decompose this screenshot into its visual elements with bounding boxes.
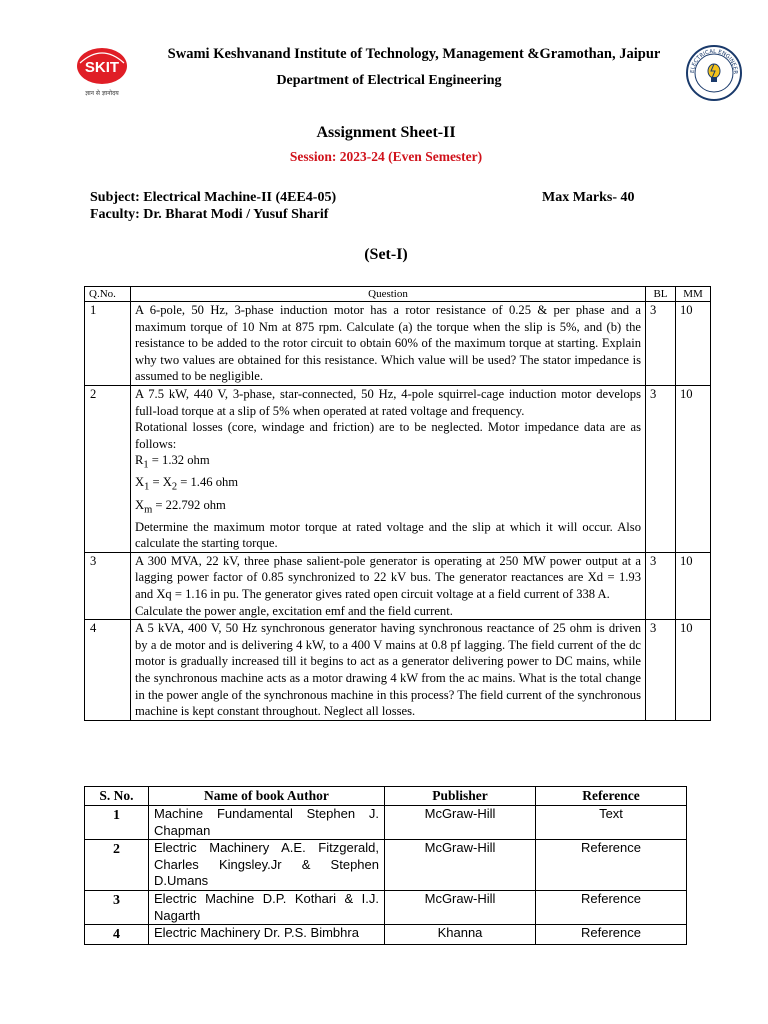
question-bl: 3 <box>646 385 676 552</box>
book-name: Machine Fundamental Stephen J. Chapman <box>149 806 385 840</box>
question-line: A 300 MVA, 22 kV, three phase salient-pole generator is operating at 250 MW power output at a lagging power factor of 0.85 synchronized to 22 kV bus. The generator reactances are Xd = 1.93 and Xq = 1.16 in pu. The generator gives rated open circuit voltage at a field current of 338 A. <box>135 553 641 602</box>
header-reference: Reference <box>536 787 687 806</box>
institute-name: Swami Keshvanand Institute of Technology, Management &Gramothan, Jaipur <box>167 46 661 62</box>
skit-logo-tagline: ज्ञान से ज्ञानोदय <box>85 90 119 97</box>
question-line: $R_1 = 1.32$ ohm <box>135 453 210 471</box>
book-name: Electric Machinery Dr. P.S. Bimbhra <box>149 925 385 945</box>
header-question: Question <box>131 287 646 302</box>
book-publisher: McGraw-Hill <box>385 806 536 840</box>
question-row <box>85 302 711 386</box>
question-line: Determine the maximum motor torque at rated voltage and the slip at which it will occur. Also calculate the starting torque. <box>135 519 641 551</box>
book-row <box>85 840 687 891</box>
question-text <box>131 552 646 619</box>
question-bl: 3 <box>646 552 676 619</box>
book-reference: Reference <box>536 890 687 924</box>
book-table-header <box>85 787 687 806</box>
question-mm: 10 <box>676 302 711 386</box>
question-row <box>85 620 711 721</box>
book-publisher: Khanna <box>385 925 536 945</box>
book-sno: 4 <box>85 925 149 945</box>
question-number: 2 <box>85 385 131 552</box>
question-line: $X_m = 22.792$ ohm <box>135 497 226 516</box>
header-publisher: Publisher <box>385 787 536 806</box>
question-text: A 6-pole, 50 Hz, 3-phase induction motor has a rotor resistance of 0.25 & per phase and a maximum torque of 10 Nm at 875 rpm. Calculate (a) the torque when the slip is 5%, and (b) the resistance to be added to the rotor circuit to obtain 60% of the maximum torque at starting. Explain why two values are obtained for this resistance. Which value will be used? The stator impedance is assumed to be negligible. <box>131 302 646 386</box>
max-marks-label: Max Marks- 40 <box>542 190 635 205</box>
department-name: Department of Electrical Engineering <box>276 73 502 88</box>
book-name: Electric Machinery A.E. Fitzgerald, Charles Kingsley.Jr & Stephen D.Umans <box>149 840 385 891</box>
set-label: (Set-I) <box>364 246 408 263</box>
book-sno: 3 <box>85 890 149 924</box>
question-bl: 3 <box>646 620 676 721</box>
book-sno: 1 <box>85 806 149 840</box>
book-reference: Reference <box>536 840 687 891</box>
question-row <box>85 552 711 619</box>
question-row <box>85 385 711 552</box>
skit-logo-text: SKIT <box>84 59 120 76</box>
question-line: A 7.5 kW, 440 V, 3-phase, star-connected, 50 Hz, 4-pole squirrel-cage induction motor develops full-load torque at a slip of 5% when operated at rated voltage and frequency. <box>135 386 641 418</box>
book-row <box>85 806 687 840</box>
book-publisher: McGraw-Hill <box>385 890 536 924</box>
question-line: Calculate the power angle, excitation emf and the field current. <box>135 603 453 618</box>
book-publisher: McGraw-Hill <box>385 840 536 891</box>
faculty-label: Faculty: Dr. Bharat Modi / Yusuf Sharif <box>90 207 329 222</box>
header-book: Name of book Author <box>149 787 385 806</box>
question-number: 3 <box>85 552 131 619</box>
question-number: 4 <box>85 620 131 721</box>
header-qno: Q.No. <box>85 287 131 302</box>
question-line: Rotational losses (core, windage and friction) are to be neglected. Motor impedance data are as follows: <box>135 420 641 451</box>
ee-logo-arc-text: ELECTRICAL ENGINEER <box>689 48 739 75</box>
question-line: $X_1 = X_2 = 1.46$ ohm <box>135 475 239 493</box>
question-bl: 3 <box>646 302 676 386</box>
book-table <box>84 786 687 945</box>
book-reference: Reference <box>536 925 687 945</box>
header-mm: MM <box>676 287 711 302</box>
book-row <box>85 925 687 945</box>
question-mm: 10 <box>676 552 711 619</box>
header-bl: BL <box>646 287 676 302</box>
book-name: Electric Machine D.P. Kothari & I.J. Nagarth <box>149 890 385 924</box>
question-table-header <box>85 287 711 302</box>
question-mm: 10 <box>676 620 711 721</box>
book-sno: 2 <box>85 840 149 891</box>
assignment-title: Assignment Sheet-II <box>316 124 456 141</box>
header-sno: S. No. <box>85 787 149 806</box>
question-text <box>131 385 646 552</box>
question-table <box>84 286 711 721</box>
book-row <box>85 890 687 924</box>
session-label: Session: 2023-24 (Even Semester) <box>289 149 483 164</box>
question-number: 1 <box>85 302 131 386</box>
book-reference: Text <box>536 806 687 840</box>
question-text: A 5 kVA, 400 V, 50 Hz synchronous generator having synchronous reactance of 25 ohm is driven by a de motor and is delivering 4 kW, to a 400 V mains at 0.8 pf lagging. The field current of the dc motor is gradually increased till it begins to act as a generator delivering power to DC mains, while the synchronous machine acts as a motor drawing 4 kW from the ac mains. What is the total change in the power angle of the synchronous machine in this process? The field current of the synchronous machine is kept constant throughout. Neglect all losses. <box>131 620 646 721</box>
subject-label: Subject: Electrical Machine-II (4EE4-05) <box>90 190 337 205</box>
question-mm: 10 <box>676 385 711 552</box>
